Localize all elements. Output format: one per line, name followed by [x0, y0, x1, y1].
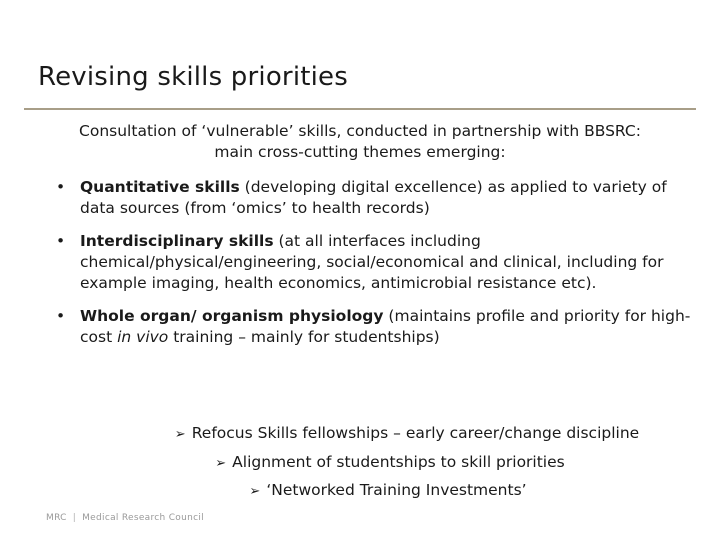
theme-description: (developing digital excellence) as applied to variety of data sources (from ‘omics’ to health records)	[80, 178, 667, 217]
bullet-icon: •	[56, 232, 66, 250]
theme-heading: Quantitative skills	[80, 178, 240, 196]
action-text: Alignment of studentships to skill priorities	[232, 452, 565, 471]
bullet-icon: •	[56, 178, 66, 196]
footer-logo	[46, 513, 204, 523]
action-item	[20, 477, 720, 506]
action-item	[20, 420, 720, 449]
theme-description-end: training – mainly for studentships)	[168, 328, 440, 346]
footer-separator: |	[72, 513, 77, 523]
action-item	[20, 449, 720, 478]
intro-text	[20, 121, 700, 163]
intro-line-1: Consultation of ‘vulnerable’ skills, conducted in partnership with BBSRC:	[79, 122, 641, 140]
arrow-bullet-icon: ➢	[174, 427, 186, 442]
intro-line-2: main cross-cutting themes emerging:	[214, 143, 506, 161]
themes-list	[56, 177, 706, 360]
actions-list	[20, 420, 720, 506]
list-item	[56, 306, 706, 348]
list-item	[56, 231, 706, 294]
action-text: ‘Networked Training Investments’	[266, 481, 527, 499]
theme-italic-term: in vivo	[117, 328, 169, 346]
theme-heading: Interdisciplinary skills	[80, 232, 274, 250]
theme-description: (maintains profile and priority for high-cost	[80, 307, 691, 346]
list-item	[56, 177, 706, 219]
arrow-bullet-icon: ➢	[249, 484, 261, 499]
theme-heading: Whole organ/ organism physiology	[80, 307, 384, 325]
theme-description: (at all interfaces including chemical/physical/engineering, social/economical and clinical, including for example imaging, health economics, antimicrobial resistance etc).	[80, 232, 664, 292]
action-text: Refocus Skills fellowships – early career/change discipline	[191, 424, 640, 442]
bullet-icon: •	[56, 307, 66, 325]
org-abbreviation: MRC	[46, 513, 67, 523]
arrow-bullet-icon: ➢	[215, 455, 227, 471]
title-divider	[24, 108, 696, 110]
slide-title: Revising skills priorities	[38, 62, 349, 92]
org-name: Medical Research Council	[82, 513, 204, 523]
